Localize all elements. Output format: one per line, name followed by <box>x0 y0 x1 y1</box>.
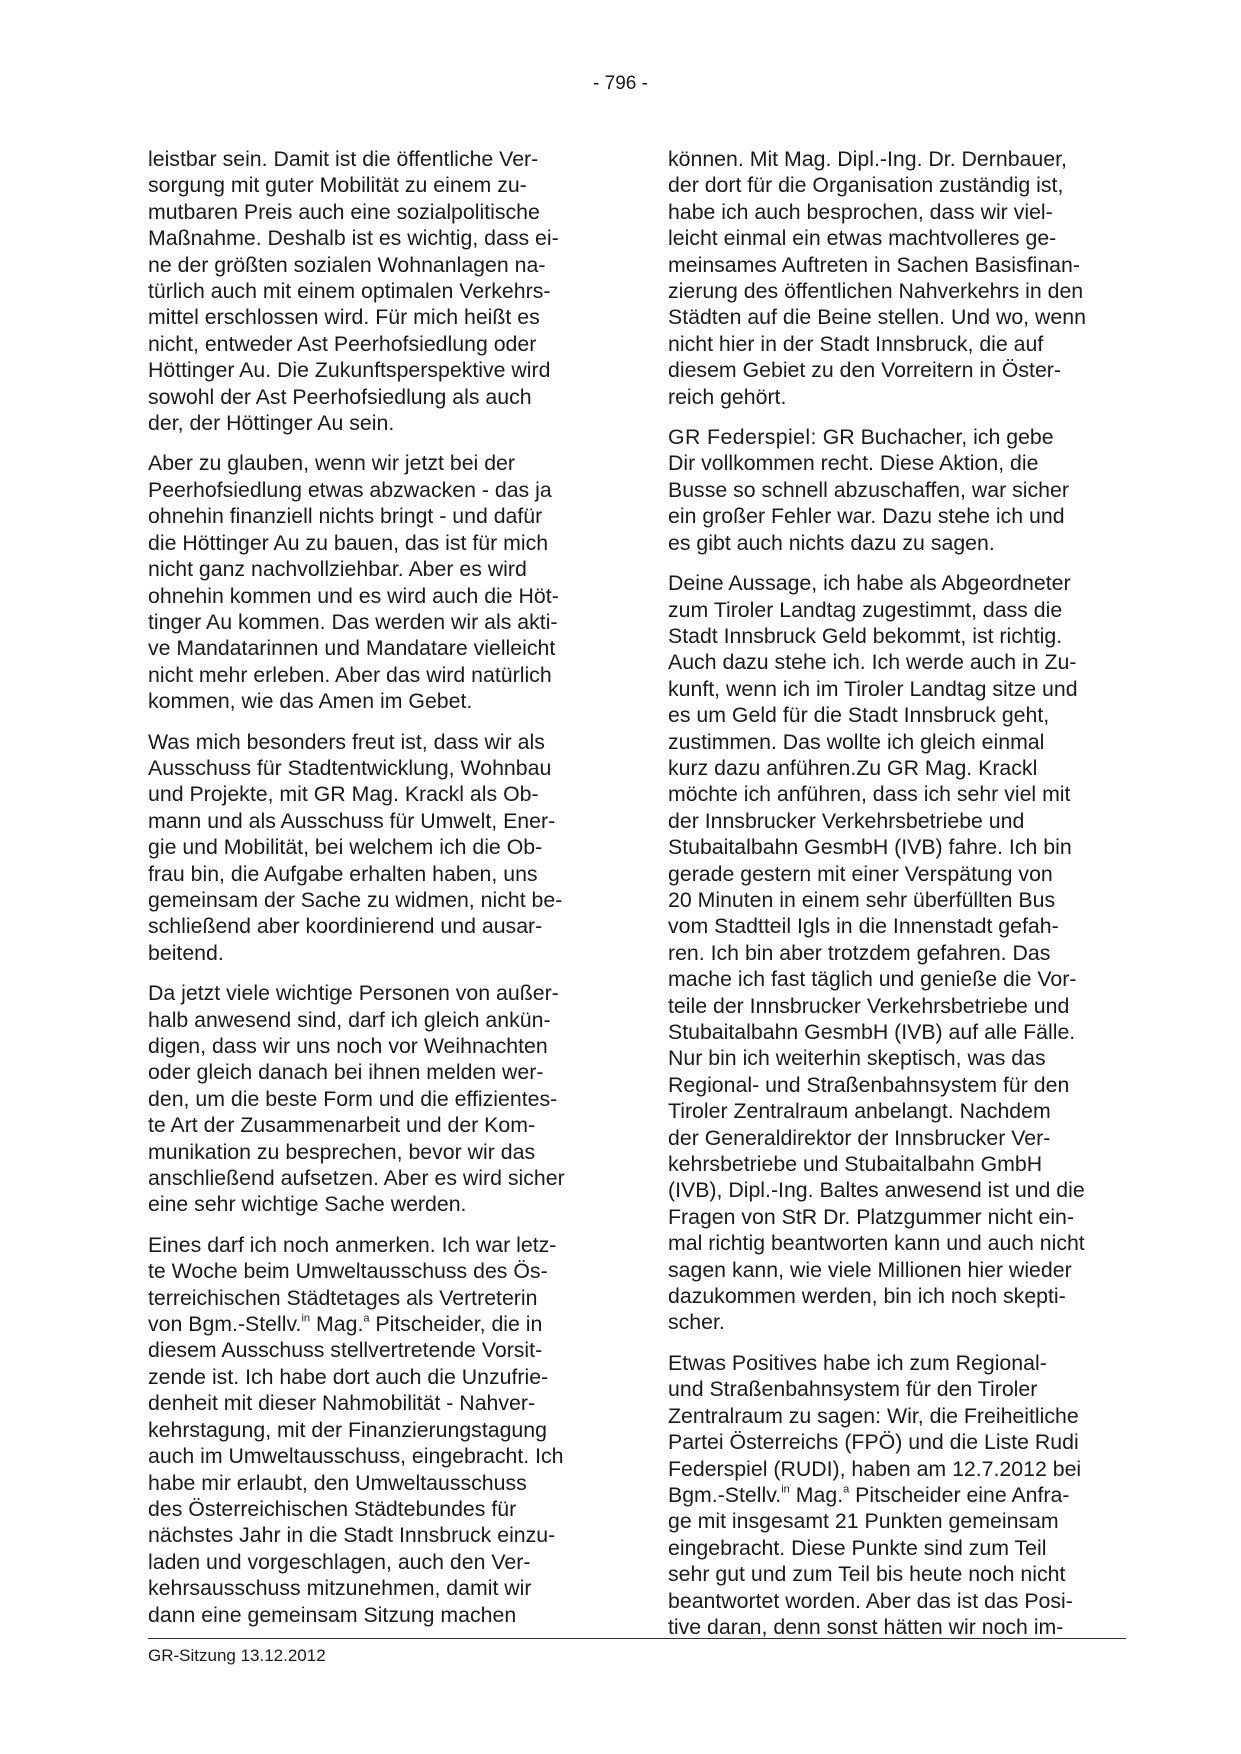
text-line: habe ich auch besprochen, dass wir viel- <box>668 199 1053 224</box>
paragraph <box>148 980 608 1218</box>
text-line: eine sehr wichtige Sache werden. <box>148 1192 467 1217</box>
text-line: terreichischen Städtetages als Vertreterin <box>148 1285 538 1310</box>
text-line: gemeinsam der Sache zu widmen, nicht be- <box>148 887 563 912</box>
text-line: eingebracht. Diese Punkte sind zum Teil <box>668 1535 1047 1560</box>
text-line: nächstes Jahr in die Stadt Innsbruck einzu- <box>148 1523 556 1548</box>
text-line: auch im Umweltausschuss, eingebracht. Ich <box>148 1444 564 1469</box>
text-line: oder gleich danach bei ihnen melden wer- <box>148 1060 544 1085</box>
text-line: Deine Aussage, ich habe als Abgeordneter <box>668 571 1071 596</box>
paragraph <box>148 729 608 967</box>
superscript: in <box>301 1312 311 1325</box>
superscript: in <box>781 1483 790 1496</box>
text-fragment: Bgm.-Stellv. <box>668 1482 782 1507</box>
text-line: mutbaren Preis auch eine sozialpolitische <box>148 199 540 224</box>
text-line: möchte ich anführen, dass ich sehr viel mit <box>668 782 1071 807</box>
text-line: Stubaitalbahn GesmbH (IVB) fahre. Ich bin <box>668 835 1072 860</box>
text-fragment: Pitscheider eine Anfra- <box>849 1482 1070 1507</box>
text-line: können. Mit Mag. Dipl.-Ing. Dr. Dernbauer, <box>668 147 1067 171</box>
text-fragment: Mag. <box>310 1312 364 1337</box>
text-line: 20 Minuten in einem sehr überfüllten Bus <box>668 887 1056 912</box>
text-line: Ausschuss für Stadtentwicklung, Wohnbau <box>148 755 552 780</box>
text-line: gie und Mobilität, bei welchem ich die Ob- <box>148 835 543 860</box>
right-column <box>668 146 1128 1654</box>
text-line: es um Geld für die Stadt Innsbruck geht, <box>668 703 1050 728</box>
paragraph <box>668 570 1128 1336</box>
text-line: der, der Höttinger Au sein. <box>148 411 395 436</box>
text-line: beantwortet worden. Aber das ist das Posi- <box>668 1588 1073 1613</box>
text-line: ve Mandatarinnen und Mandatare vielleicht <box>148 636 556 661</box>
text-line: ge mit insgesamt 21 Punkten gemeinsam <box>668 1509 1059 1534</box>
text-line: der Innsbrucker Verkehrsbetriebe und <box>668 808 1025 833</box>
footer-divider <box>148 1638 1126 1639</box>
text-line: sehr gut und zum Teil bis heute noch nicht <box>668 1562 1066 1587</box>
page-number: - 796 - <box>593 73 648 94</box>
text-line: anschließend aufsetzen. Aber es wird sicher <box>148 1166 565 1191</box>
paragraph <box>148 450 608 714</box>
text-line: zum Tiroler Landtag zugestimmt, dass die <box>668 597 1063 622</box>
footer-session-date: GR-Sitzung 13.12.2012 <box>148 1646 326 1665</box>
text-line: Nur bin ich weiterhin skeptisch, was das <box>668 1046 1046 1071</box>
text-line: mache ich fast täglich und genieße die Vor- <box>668 967 1077 992</box>
text-line: Eines darf ich noch anmerken. Ich war letz- <box>148 1232 557 1257</box>
text-line: leicht einmal ein etwas machtvolleres ge- <box>668 226 1057 251</box>
paragraph <box>148 1232 608 1628</box>
text-line: kunft, wenn ich im Tiroler Landtag sitze und <box>668 676 1078 701</box>
text-line: munikation zu besprechen, bevor wir das <box>148 1139 536 1164</box>
text-line: halb anwesend sind, darf ich gleich ankün- <box>148 1007 551 1032</box>
text-line: kehrstagung, mit der Finanzierungstagung <box>148 1417 547 1442</box>
text-line: teile der Innsbrucker Verkehrsbetriebe und <box>668 993 1070 1018</box>
text-line: türlich auch mit einem optimalen Verkehrs- <box>148 279 551 304</box>
text-line: Stubaitalbahn GesmbH (IVB) auf alle Fälle. <box>668 1020 1076 1044</box>
text-line: kehrsbetriebe und Stubaitalbahn GmbH <box>668 1152 1043 1177</box>
text-line: es gibt auch nichts dazu zu sagen. <box>668 530 995 555</box>
text-line: kurz dazu anführen.Zu GR Mag. Krackl <box>668 755 1038 780</box>
paragraph <box>148 146 608 436</box>
text-line: Auch dazu stehe ich. Ich werde auch in Zu- <box>668 650 1077 675</box>
text-fragment: Mag. <box>789 1482 844 1507</box>
text-line: ohnehin kommen und es wird auch die Höt- <box>148 583 559 608</box>
text-line: ne der größten sozialen Wohnanlagen na- <box>148 252 546 277</box>
text-line <box>668 1482 1128 1508</box>
text-line: Fragen von StR Dr. Platzgummer nicht ein- <box>668 1204 1074 1229</box>
text-line: diesem Ausschuss stellvertretende Vorsit- <box>148 1338 543 1363</box>
text-line: dann eine gemeinsam Sitzung machen <box>148 1602 517 1627</box>
text-line: frau bin, die Aufgabe erhalten haben, uns <box>148 861 538 886</box>
text-line: Städten auf die Beine stellen. Und wo, wenn <box>668 305 1086 330</box>
paragraph <box>668 424 1128 556</box>
text-line: Regional- und Straßenbahnsystem für den <box>668 1072 1070 1097</box>
text-line: Busse so schnell abzuschaffen, war sicher <box>668 477 1069 502</box>
paragraph <box>668 146 1128 410</box>
superscript: a <box>843 1483 850 1496</box>
paragraph <box>668 1350 1128 1640</box>
text-line: schließend aber koordinierend und ausar- <box>148 914 543 939</box>
text-line: sowohl der Ast Peerhofsiedlung als auch <box>148 384 532 409</box>
text-line: zierung des öffentlichen Nahverkehrs in den <box>668 279 1084 304</box>
text-line: nicht ganz nachvollziehbar. Aber es wird <box>148 557 527 582</box>
text-line: und Straßenbahnsystem für den Tiroler <box>668 1377 1038 1402</box>
text-line: meinsames Auftreten in Sachen Basisfinan- <box>668 252 1080 277</box>
text-line: denheit mit dieser Nahmobilität - Nahver- <box>148 1391 536 1416</box>
text-line: und Projekte, mit GR Mag. Krackl als Ob- <box>148 782 539 807</box>
text-line: dazukommen werden, bin ich noch skepti- <box>668 1284 1066 1309</box>
text-line: ren. Ich bin aber trotzdem gefahren. Das <box>668 940 1051 965</box>
text-line: Tiroler Zentralraum anbelangt. Nachdem <box>668 1099 1051 1124</box>
text-line: mittel erschlossen wird. Für mich heißt es <box>148 305 540 330</box>
text-line: (IVB), Dipl.-Ing. Baltes anwesend ist und die <box>668 1178 1085 1203</box>
text-line: te Art der Zusammenarbeit und der Kom- <box>148 1113 536 1138</box>
text-line: Zentralraum zu sagen: Wir, die Freiheitliche <box>668 1403 1079 1428</box>
text-line: zustimmen. Das wollte ich gleich einmal <box>668 729 1045 754</box>
text-line: diesem Gebiet zu den Vorreitern in Öster- <box>668 358 1061 383</box>
text-line: mann und als Ausschuss für Umwelt, Ener- <box>148 808 556 833</box>
text-line <box>668 424 1128 450</box>
text-fragment: Pitscheider, die in <box>369 1312 543 1337</box>
text-line: Dir vollkommen recht. Diese Aktion, die <box>668 451 1039 476</box>
text-line: Da jetzt viele wichtige Personen von außer- <box>148 981 559 1006</box>
text-line: nicht, entweder Ast Peerhofsiedlung oder <box>148 331 537 356</box>
text-line: die Höttinger Au zu bauen, das ist für mich <box>148 530 549 555</box>
left-column <box>148 146 608 1642</box>
text-line: Was mich besonders freut ist, dass wir als <box>148 729 545 754</box>
text-line: Federspiel (RUDI), haben am 12.7.2012 bei <box>668 1456 1082 1481</box>
text-line: Partei Österreichs (FPÖ) und die Liste Rudi <box>668 1430 1079 1455</box>
text-line: ein großer Fehler war. Dazu stehe ich und <box>668 504 1065 529</box>
text-line: nicht mehr erleben. Aber das wird natürlich <box>148 662 552 687</box>
text-line: zende ist. Ich habe dort auch die Unzufrie- <box>148 1364 549 1389</box>
text-line: leistbar sein. Damit ist die öffentliche Ver- <box>148 147 539 171</box>
text-line: der Generaldirektor der Innsbrucker Ver- <box>668 1125 1051 1150</box>
speaker-name: GR Federspiel: <box>668 425 817 450</box>
text-line: habe mir erlaubt, den Umweltausschuss <box>148 1470 527 1495</box>
text-line: nicht hier in der Stadt Innsbruck, die auf <box>668 331 1044 356</box>
text-line <box>148 1311 608 1337</box>
text-line: mal richtig beantworten kann und auch nicht <box>668 1231 1085 1256</box>
text-line: Aber zu glauben, wenn wir jetzt bei der <box>148 451 515 476</box>
text-line: reich gehört. <box>668 384 787 409</box>
text-line: Stadt Innsbruck Geld bekommt, ist richtig. <box>668 623 1063 648</box>
text-line: ohnehin finanziell nichts bringt - und dafür <box>148 504 543 529</box>
text-fragment: von Bgm.-Stellv. <box>148 1312 302 1337</box>
text-line: Etwas Positives habe ich zum Regional- <box>668 1350 1047 1375</box>
text-line: gerade gestern mit einer Verspätung von <box>668 861 1053 886</box>
text-line: kehrsausschuss mitzunehmen, damit wir <box>148 1576 532 1601</box>
text-line: kommen, wie das Amen im Gebet. <box>148 689 473 714</box>
text-line: Höttinger Au. Die Zukunftsperspektive wird <box>148 358 551 383</box>
text-fragment: GR Buchacher, ich gebe <box>816 425 1054 450</box>
text-line: tive daran, denn sonst hätten wir noch im- <box>668 1614 1064 1639</box>
text-line: scher. <box>668 1310 725 1335</box>
text-line: laden und vorgeschlagen, auch den Ver- <box>148 1549 531 1574</box>
text-line: tinger Au kommen. Das werden wir als akti- <box>148 609 558 634</box>
text-line: der dort für die Organisation zuständig ist, <box>668 173 1064 198</box>
text-line: digen, dass wir uns noch vor Weihnachten <box>148 1034 548 1058</box>
text-line: beitend. <box>148 940 224 965</box>
text-line: sorgung mit guter Mobilität zu einem zu- <box>148 173 527 198</box>
text-line: te Woche beim Umweltausschuss des Ös- <box>148 1259 548 1284</box>
text-line: Peerhofsiedlung etwas abzwacken - das ja <box>148 477 552 502</box>
text-line: vom Stadtteil Igls in die Innenstadt gefah- <box>668 914 1059 939</box>
text-line: des Österreichischen Städtebundes für <box>148 1496 517 1521</box>
text-line: den, um die beste Form und die effizientes- <box>148 1086 558 1111</box>
text-line: sagen kann, wie viele Millionen hier wieder <box>668 1257 1072 1282</box>
text-line: Maßnahme. Deshalb ist es wichtig, dass ei- <box>148 226 559 251</box>
superscript: a <box>363 1312 370 1325</box>
